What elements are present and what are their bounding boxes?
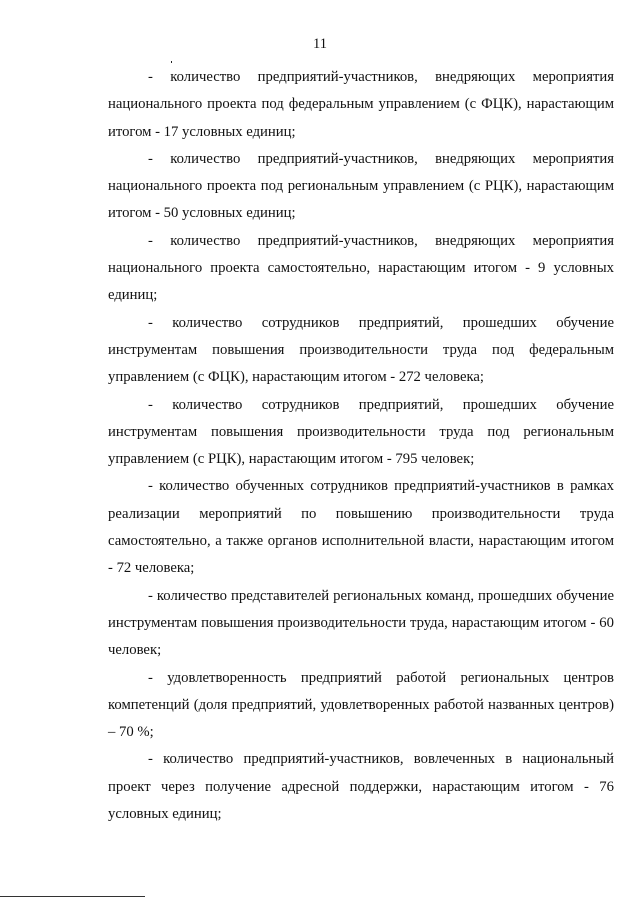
document-body xyxy=(108,64,614,828)
indicator-paragraph: - количество сотрудников предприятий, прошедших обучение инструментам повышения производительности труда под региональным управлением (с РЦК), нарастающим итогом - 795 человек; xyxy=(108,396,614,468)
page-number: 11 xyxy=(313,36,327,52)
indicator-paragraph: - удовлетворенность предприятий работой региональных центров компетенций (доля предприятий, удовлетворенных работой названных центров) – 70 %; xyxy=(108,669,614,741)
indicator-paragraph: - количество сотрудников предприятий, прошедших обучение инструментам повышения производительности труда под федеральным управлением (с ФЦК), нарастающим итогом - 272 человека; xyxy=(108,314,614,386)
indicator-paragraph: - количество предприятий-участников, внедряющих мероприятия национального проекта под федеральным управлением (с ФЦК), нарастающим итогом - 17 условных единиц; xyxy=(108,69,614,140)
indicator-paragraph: - количество обученных сотрудников предприятий-участников в рамках реализации мероприятий по повышению производительности труда самостоятельно, а также органов исполнительной власти, нарастающим итогом - 72 человека; xyxy=(108,478,614,577)
indicator-paragraph: - количество предприятий-участников, внедряющих мероприятия национального проекта под региональным управлением (с РЦК), нарастающим итогом - 50 условных единиц; xyxy=(108,150,614,222)
footer-rule xyxy=(0,896,145,897)
scan-artifact xyxy=(171,61,172,63)
indicator-paragraph: - количество предприятий-участников, вовлеченных в национальный проект через получение адресной поддержки, нарастающим итогом - 76 условных единиц; xyxy=(108,751,614,823)
indicator-paragraph: - количество представителей региональных команд, прошедших обучение инструментам повышения производительности труда, нарастающим итогом - 60 человек; xyxy=(108,587,614,659)
indicator-paragraph: - количество предприятий-участников, внедряющих мероприятия национального проекта самостоятельно, нарастающим итогом - 9 условных единиц; xyxy=(108,232,614,304)
